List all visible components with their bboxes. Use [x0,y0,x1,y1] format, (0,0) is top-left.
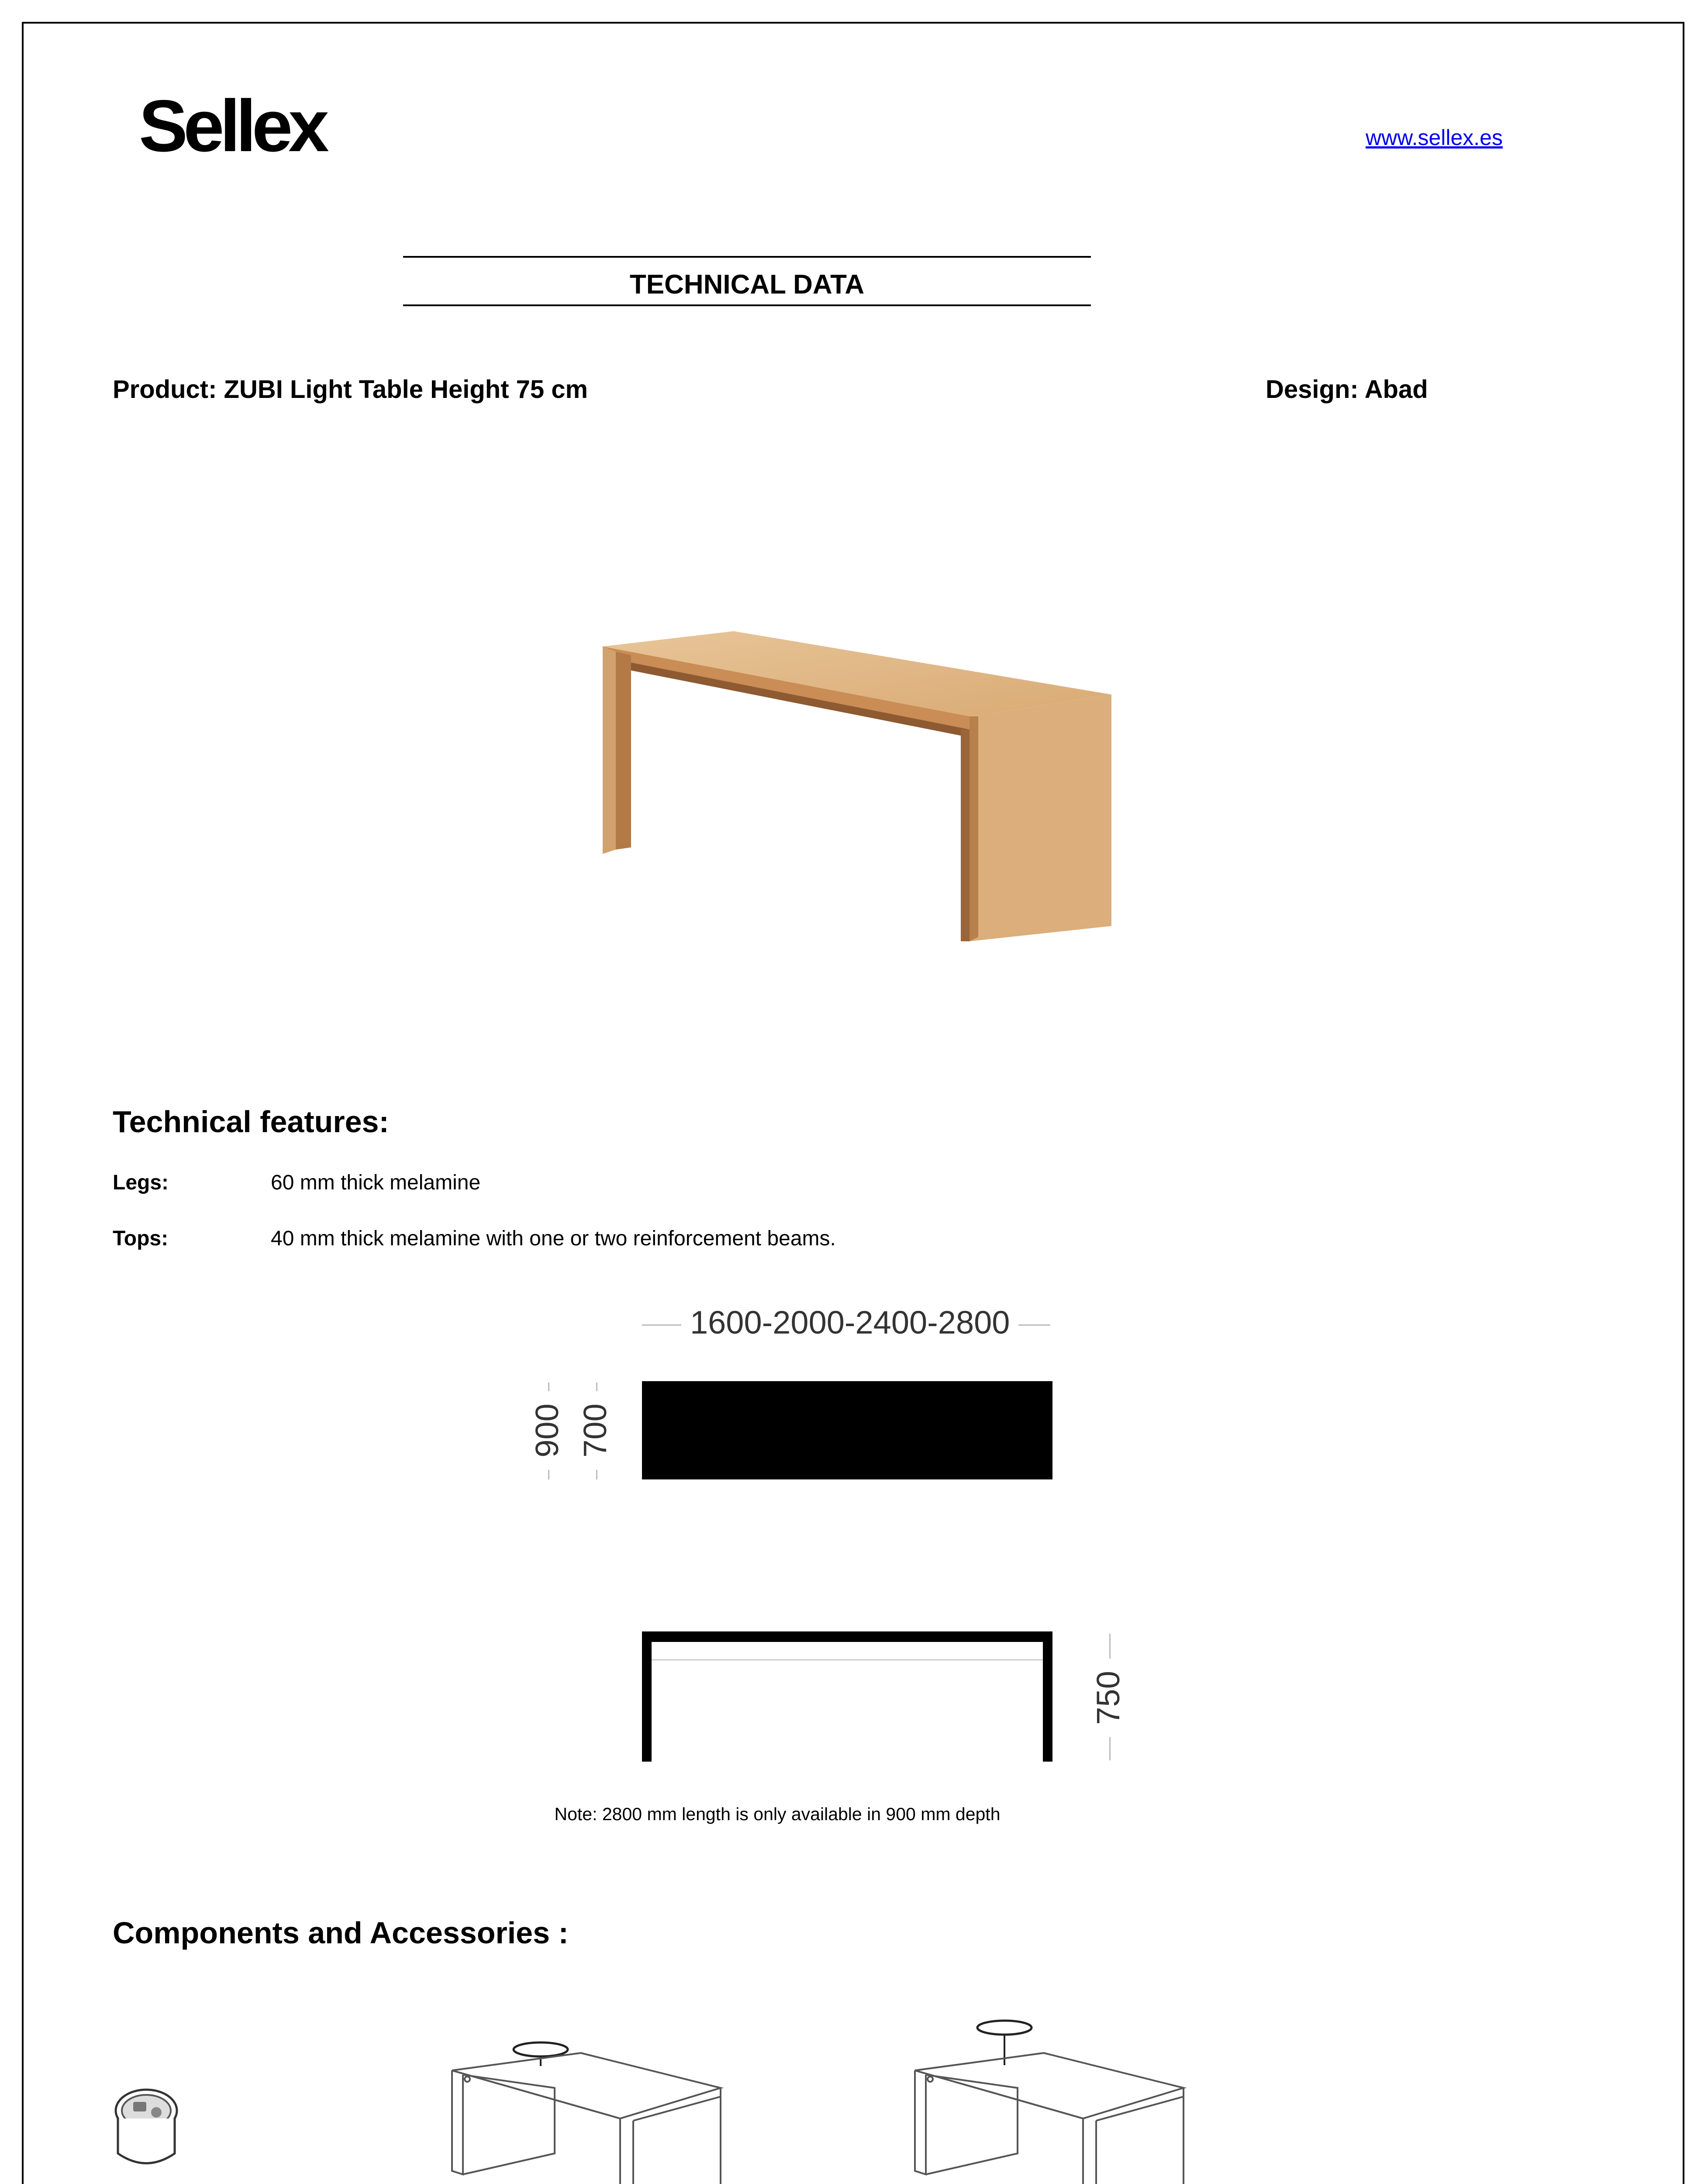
tops-label: Tops: [113,1227,169,1250]
legs-label: Legs: [113,1171,169,1194]
depth-inner-label: 700 [576,1391,616,1470]
depth-outer-label: 900 [528,1391,568,1470]
accessories-heading: Components and Accessories : [113,1916,569,1950]
electrification-icon [109,2079,183,2175]
title-rule-top [403,256,1091,258]
website-link[interactable]: www.sellex.es [1366,125,1503,150]
dimension-note: Note: 2800 mm length is only available in 900 mm depth [554,1804,1001,1824]
sellex-logo: Sellex [139,85,325,167]
title-rule-bottom [403,304,1091,306]
page-title: TECHNICAL DATA [629,270,865,300]
features-heading: Technical features: [113,1105,389,1139]
aux-low-table-icon [450,2035,725,2184]
height-dimension-label: 750 [1090,1659,1129,1737]
length-dimension-label: 1600-2000-2400-2800 [681,1304,1018,1341]
table-product-image [590,620,1131,952]
legs-value: 60 mm thick melamine [271,1171,481,1194]
table-top-view [642,1381,1052,1479]
page-border [22,22,1684,2184]
tops-value: 40 mm thick melamine with one or two reinforcement beams. [271,1227,836,1250]
table-front-view [638,1629,1057,1762]
aux-high-table-icon [913,2018,1188,2184]
product-name: Product: ZUBI Light Table Height 75 cm [113,375,588,404]
designer: Design: Abad [1266,375,1428,404]
